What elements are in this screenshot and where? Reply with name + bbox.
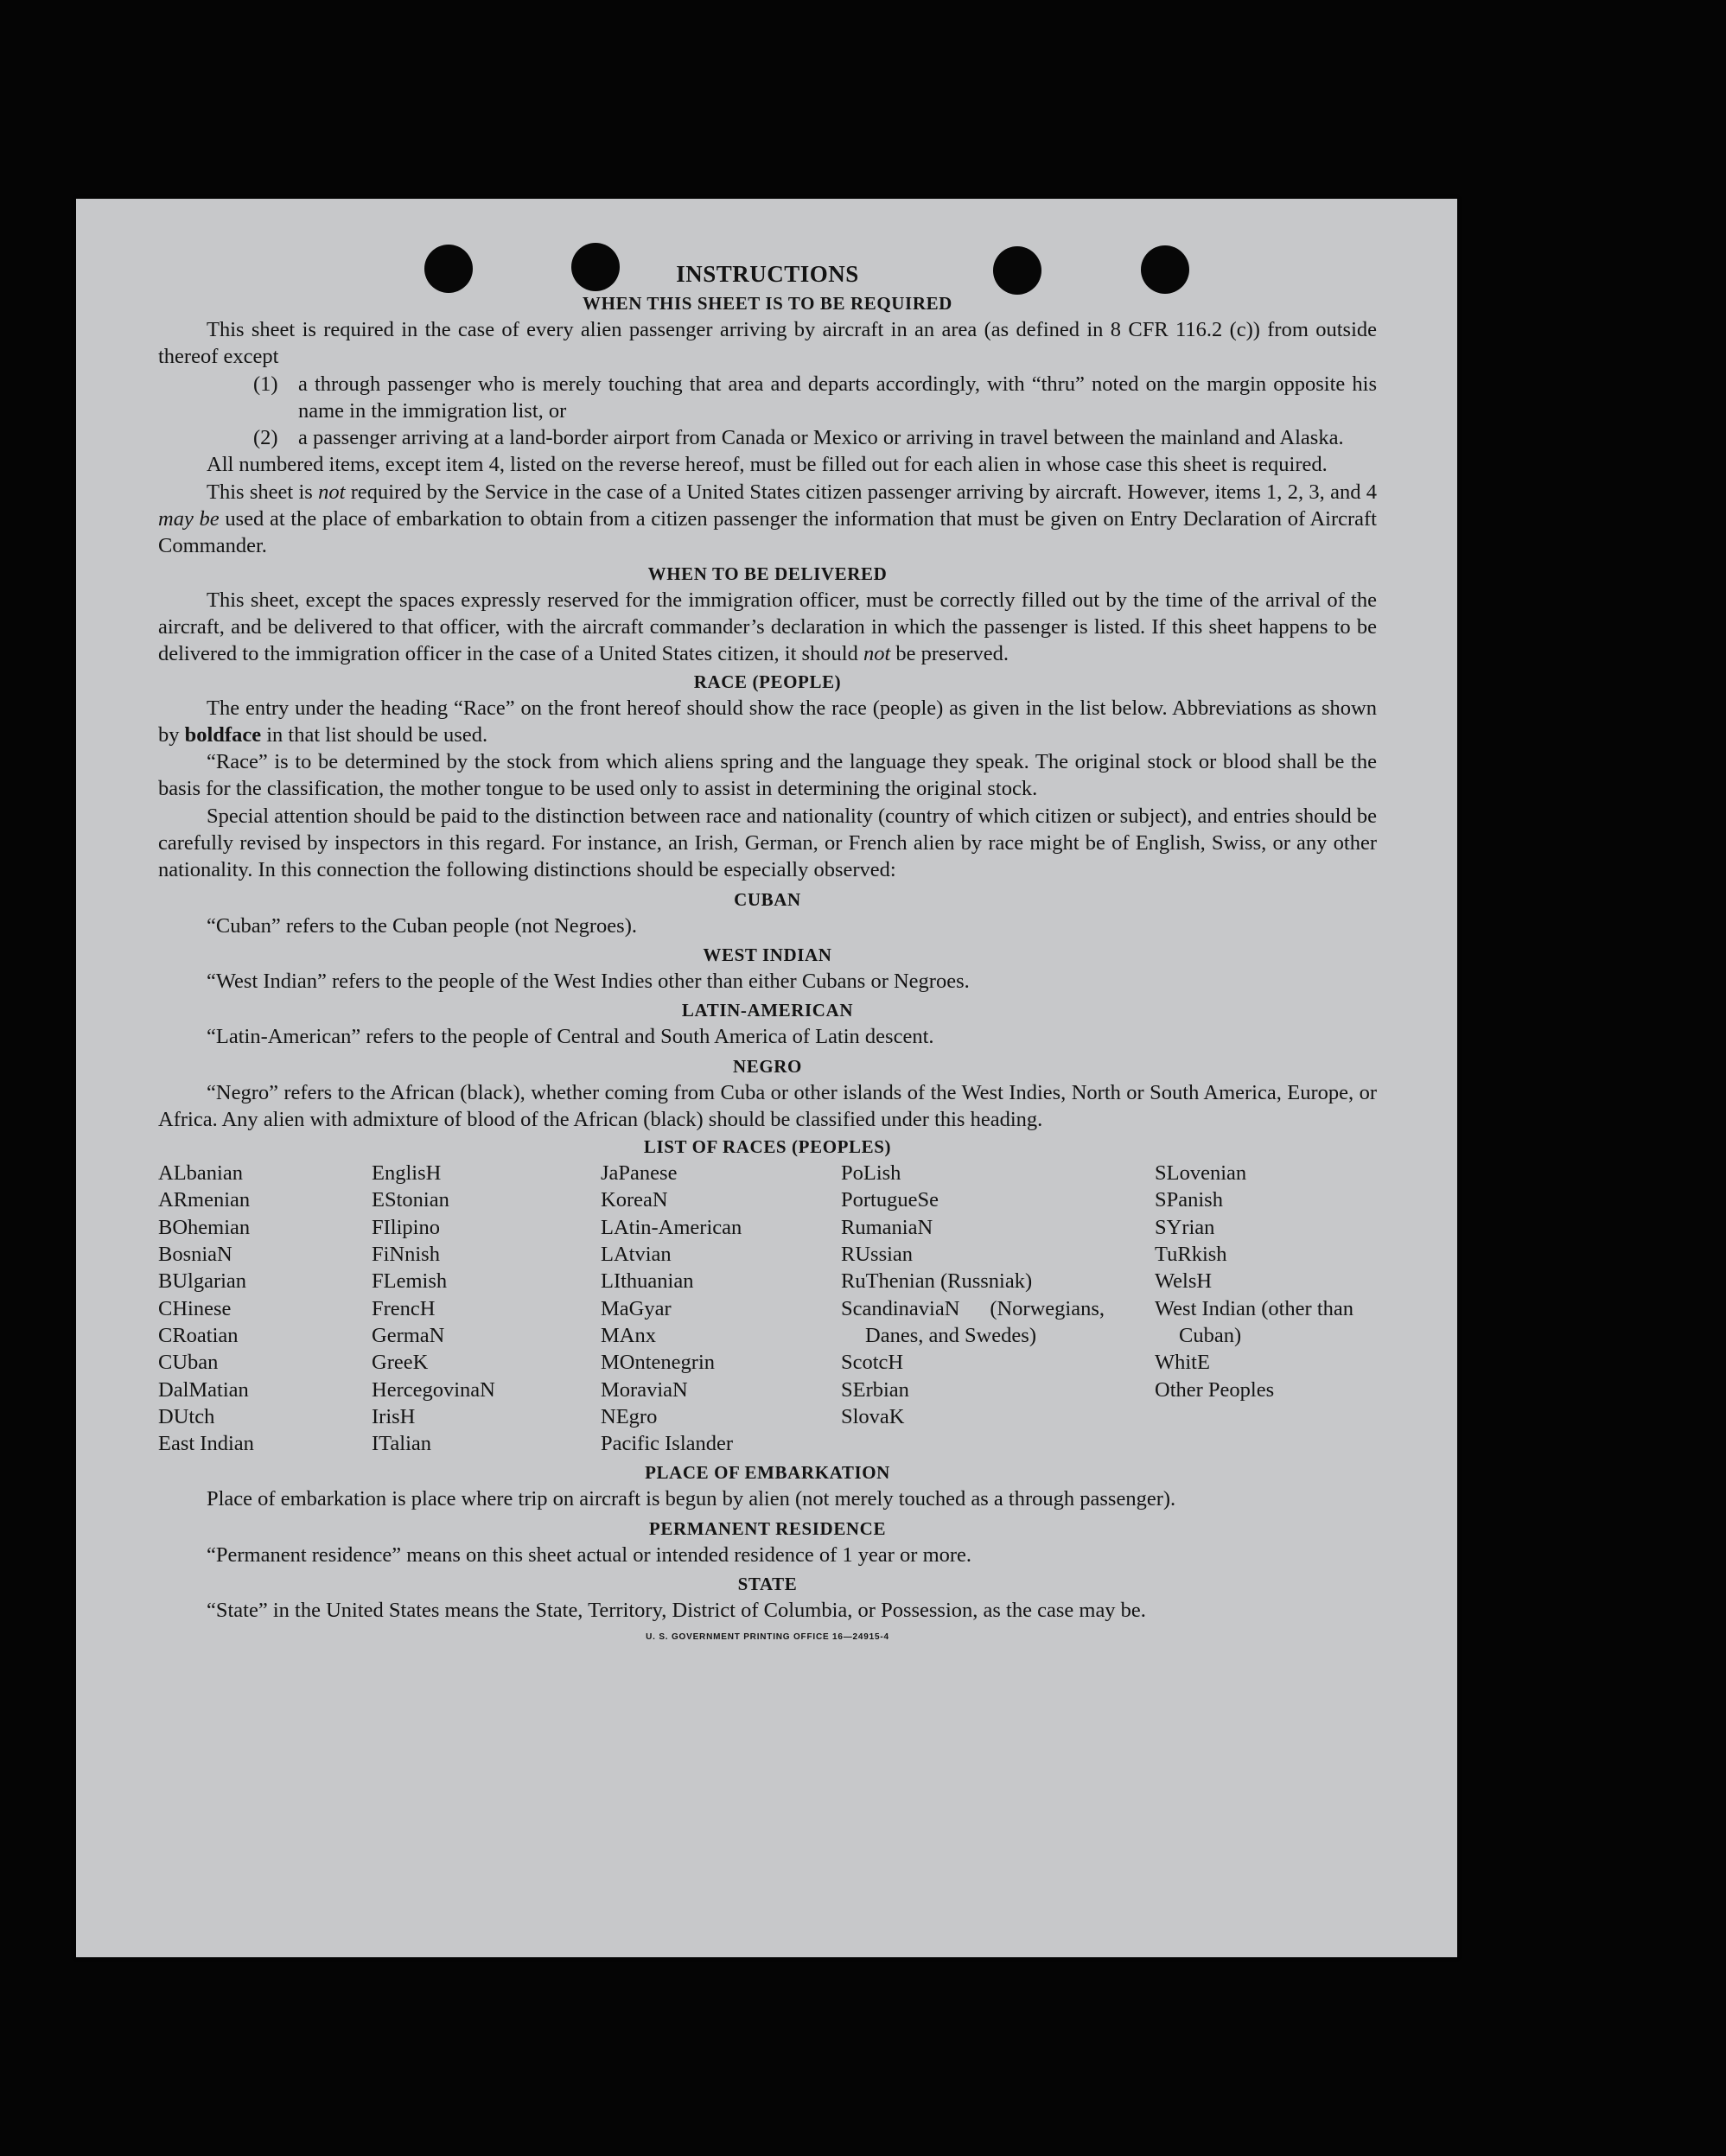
race-entry: MoraviaN [601,1377,688,1402]
race-entry: Other Peoples [1155,1377,1275,1402]
race-entry: MaGyar [601,1296,672,1320]
race-entry: FLemish [372,1269,448,1294]
state-paragraph: “State” in the United States means the State, Territory, District of Columbia, or Possession, as the case may be. [207,1598,1146,1622]
race-entry: NEgro [601,1404,658,1428]
race-entry: Pacific Islander [601,1432,734,1456]
section-heading-permanent-residence: PERMANENT RESIDENCE [648,1517,887,1539]
race-entry: ITalian [372,1432,432,1456]
section-heading-negro: NEGRO [732,1055,802,1077]
race-entry: SErbian [841,1377,909,1402]
race-entry: SYrian [1155,1215,1215,1239]
negro-paragraph: “Negro” refers to the African (black), whether coming from Cuba or other islands of the West Indies, North or South America, Europe, or Africa. Any alien with admixture of blood of the African (black) should be classified under this heading. [158,1080,1377,1131]
race-entry: WhitE [1155,1351,1210,1375]
race-entry: SPanish [1155,1188,1223,1212]
item-number: (2) [253,426,278,450]
section-heading-embarkation: PLACE OF EMBARKATION [645,1462,890,1484]
race-entry: LIthuanian [601,1269,694,1294]
required-paragraph: This sheet is required in the case of every alien passenger arriving by aircraft in an area (as defined in 8 CFR 116.2 (c)) from outside thereof except [158,318,1377,369]
citizen-paragraph: This sheet is not required by the Service in the case of a United States citizen passenger arriving by aircraft. However, items 1, 2, 3, and 4 may be used at the place of embarkation to obtain from a citizen passenger the information that must be given on Entry Declaration of Aircraft Commander. [158,480,1377,558]
race-entry: EStonian [372,1188,449,1212]
race-entry: MAnx [601,1323,656,1347]
race-entry: ALbanian [158,1161,243,1186]
latin-american-paragraph: “Latin-American” refers to the people of Central and South America of Latin descent. [207,1025,934,1049]
race-entry: BUlgarian [158,1269,247,1294]
race-entry: DalMatian [158,1377,249,1402]
race-entry: SlovaK [841,1404,905,1428]
section-heading-cuban: CUBAN [734,888,801,910]
race-entry: BosniaN [158,1243,232,1267]
race-entry: CRoatian [158,1323,239,1347]
race-entry: DUtch [158,1404,215,1428]
section-heading-state: STATE [737,1573,798,1594]
race-entry: ScandinaviaN (Norwegians, Danes, and Swedes) [841,1296,1105,1347]
instructions-content [158,261,1377,1642]
race-entry: GreeK [372,1351,429,1375]
race-entry: East Indian [158,1432,254,1456]
race-paragraph-3: Special attention should be paid to the distinction between race and nationality (country of which citizen or subject), and entries should be carefully revised by inspectors in this regard. For instance, an Irish, German, or French alien by race might be of English, Swiss, or any other nationality. In this connection the following distinctions should be especially observed: [158,804,1377,882]
exception-item [253,424,1377,451]
race-entry: BOhemian [158,1215,251,1239]
race-entry: PortugueSe [841,1188,939,1212]
race-entry: FrencH [372,1296,436,1320]
printing-office-footer: U. S. GOVERNMENT PRINTING OFFICE 16—24915-4 [646,1632,889,1643]
item-text: a passenger arriving at a land-border airport from Canada or Mexico or arriving in travel between the mainland and Alaska. [298,426,1344,450]
cuban-paragraph: “Cuban” refers to the Cuban people (not Negroes). [207,913,637,938]
race-entry: ScotcH [841,1351,904,1375]
races-column-1 [158,1160,372,1457]
races-column-2 [372,1160,601,1457]
race-entry: RuThenian (Russniak) [841,1269,1033,1294]
embarkation-paragraph: Place of embarkation is place where trip on aircraft is begun by alien (not merely touched as a through passenger). [207,1487,1176,1511]
item-text: a through passenger who is merely touching that area and departs accordingly, with “thru” noted on the margin opposite his name in the immigration list, or [298,372,1377,423]
race-entry: ARmenian [158,1188,251,1212]
races-column-5 [1155,1160,1377,1457]
race-entry: CHinese [158,1296,232,1320]
race-entry: HercegovinaN [372,1377,495,1402]
race-paragraph-2: “Race” is to be determined by the stock from which aliens spring and the language they speak. The original stock or blood shall be the basis for the classification, the mother tongue to be used only to assist in determining the original stock. [158,750,1377,801]
race-entry: PoLish [841,1161,901,1186]
west-indian-paragraph: “West Indian” refers to the people of the West Indies other than either Cubans or Negroes. [207,969,970,993]
race-entry: RumaniaN [841,1215,933,1239]
race-entry: MOntenegrin [601,1351,715,1375]
section-heading-when-required: WHEN THIS SHEET IS TO BE REQUIRED [583,293,952,314]
page-title: INSTRUCTIONS [676,261,859,287]
race-entry: IrisH [372,1404,416,1428]
residence-paragraph: “Permanent residence” means on this sheet actual or intended residence of 1 year or more. [207,1542,972,1567]
race-entry: FIlipino [372,1215,440,1239]
race-entry: FiNnish [372,1243,440,1267]
race-entry: TuRkish [1155,1243,1227,1267]
race-entry: JaPanese [601,1161,678,1186]
item-number: (1) [253,372,278,396]
race-entry: RUssian [841,1243,914,1267]
race-entry: KoreaN [601,1188,668,1212]
delivered-paragraph: This sheet, except the spaces expressly reserved for the immigration officer, must be correctly filled out by the time of the arrival of the aircraft, and be delivered to that officer, with the aircraft commander’s declaration in which the passenger is listed. If this sheet happens to be delivered to the immigration officer in the case of a United States citizen, it should not be preserved. [158,588,1377,666]
race-entry: West Indian (other than Cuban) [1155,1296,1354,1347]
races-list [158,1160,1377,1457]
section-heading-latin-american: LATIN-AMERICAN [681,1000,854,1021]
section-heading-west-indian: WEST INDIAN [703,944,832,965]
section-heading-race: RACE (PEOPLE) [693,671,842,692]
race-paragraph-1: The entry under the heading “Race” on the front hereof should show the race (people) as given in the list below. Abbreviations as shown by boldface in that list should be used. [158,696,1377,747]
section-heading-when-delivered: WHEN TO BE DELIVERED [647,563,888,584]
race-entry: CUban [158,1351,219,1375]
race-entry: LAtin-American [601,1215,742,1239]
race-entry: EnglisH [372,1161,442,1186]
exception-item [253,371,1377,425]
races-column-4 [841,1160,1155,1457]
race-entry: WelsH [1155,1269,1213,1294]
numbered-items-paragraph: All numbered items, except item 4, listed on the reverse hereof, must be filled out for each alien in whose case this sheet is required. [207,453,1328,477]
race-entry: LAtvian [601,1243,672,1267]
section-heading-list-of-races: LIST OF RACES (PEOPLES) [643,1136,892,1158]
document-sheet [76,199,1457,1957]
race-entry: SLovenian [1155,1161,1247,1186]
races-column-3 [601,1160,841,1457]
race-entry: GermaN [372,1323,445,1347]
